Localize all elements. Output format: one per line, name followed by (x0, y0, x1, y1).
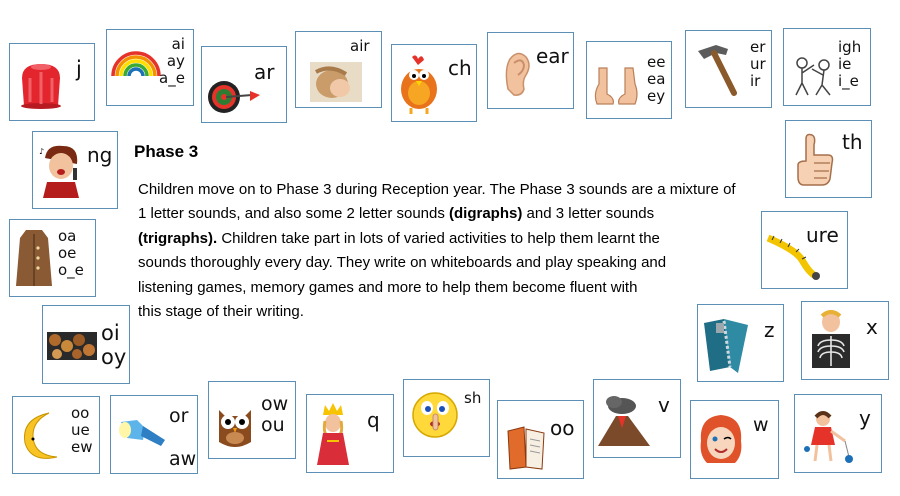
card-ch (391, 44, 477, 122)
card-q (306, 394, 394, 473)
card-oi-label: oi oy (101, 321, 127, 369)
card-y-label: y (859, 406, 871, 430)
shush-face-icon (410, 390, 460, 440)
card-z (697, 304, 784, 382)
card-igh (783, 28, 871, 106)
card-sh-label: sh (464, 389, 482, 407)
card-th-label: th (842, 130, 863, 154)
card-x (801, 301, 889, 380)
ear-icon (502, 49, 532, 97)
card-ure-label: ure (806, 223, 839, 247)
card-y (794, 394, 882, 473)
intro-line-2a: 1 letter sounds, and also some 2 letter sounds (138, 205, 450, 223)
card-z-label: z (764, 318, 775, 342)
queen-icon (313, 401, 353, 467)
phase-title: Phase 3 (134, 142, 199, 161)
intro-line-4: sounds thoroughly every day. They write on whiteboards and play speaking and (138, 254, 667, 272)
card-v-label: v (658, 393, 670, 417)
card-oo-moon (12, 396, 100, 474)
moon-icon (19, 411, 67, 463)
hammer-icon (694, 41, 740, 97)
card-x-label: x (866, 315, 878, 339)
card-ear-label: ear (536, 44, 569, 68)
zip-icon (702, 317, 752, 375)
card-ar (201, 46, 287, 123)
svg-text:♪: ♪ (39, 147, 45, 156)
card-oa-label: oa oe o_e (58, 227, 84, 279)
card-oo-book (497, 400, 584, 479)
card-or-label: or aw (169, 405, 197, 470)
intro-line-5: listening games, memory games and more to help them become fluent with (138, 278, 638, 296)
card-j (9, 43, 95, 121)
chicken-icon (396, 53, 442, 115)
card-ng (32, 131, 118, 209)
card-ow-label: ow ou (261, 393, 289, 437)
card-ee-label: ee ea ey (647, 53, 666, 105)
singer-icon (37, 142, 87, 200)
card-ear (487, 32, 574, 109)
thumb-up-icon (792, 131, 836, 187)
card-ch-label: ch (448, 56, 472, 80)
digraphs-term: (digraphs) (449, 205, 523, 223)
intro-line-2c: and 3 letter sounds (522, 205, 655, 223)
winking-girl-icon (697, 411, 745, 471)
card-oa (9, 219, 96, 297)
card-ai (106, 29, 194, 106)
intro-line-3b: Children take part in lots of varied activities to help them learnt the (217, 229, 660, 247)
card-ar-label: ar (254, 60, 275, 84)
trigraphs-term: (trigraphs). (138, 229, 218, 247)
card-ure (761, 211, 848, 289)
card-j-label: j (76, 57, 82, 81)
card-or (110, 395, 198, 474)
blowing-hair-icon (310, 62, 362, 102)
card-th (785, 120, 872, 198)
intro-paragraph (138, 178, 818, 324)
card-q-label: q (367, 408, 380, 432)
jelly-icon (16, 58, 66, 110)
card-air (295, 31, 382, 108)
card-w-label: w (753, 414, 769, 436)
card-igh-label: igh ie i_e (838, 38, 862, 90)
card-er (685, 30, 772, 108)
card-ai-label: ai ay a_e (159, 35, 185, 87)
intro-line-6: this stage of their writing. (138, 303, 304, 321)
xray-icon (808, 310, 854, 372)
card-ng-label: ng (87, 143, 113, 167)
coins-icon (47, 332, 97, 360)
card-oo-moon-label: oo ue ew (71, 404, 93, 456)
coat-icon (14, 226, 54, 292)
card-oi (42, 305, 130, 384)
feet-icon (593, 64, 639, 108)
volcano-icon (596, 394, 652, 448)
torch-icon (117, 416, 169, 452)
card-ee (586, 41, 672, 119)
card-ow (208, 381, 296, 459)
book-icon (504, 423, 548, 471)
card-sh (403, 379, 490, 457)
card-er-label: er ur ir (750, 38, 766, 90)
intro-line-1: Children move on to Phase 3 during Reception year. The Phase 3 sounds are a mixture of (138, 181, 736, 198)
card-v (593, 379, 681, 458)
fighting-knights-icon (790, 51, 836, 97)
owl-icon (215, 404, 255, 450)
rainbow-icon (110, 44, 162, 78)
card-oo-book-label: oo (550, 416, 575, 440)
card-w (690, 400, 779, 479)
card-air-label: air (350, 37, 370, 55)
yoyo-girl-icon (801, 409, 859, 467)
